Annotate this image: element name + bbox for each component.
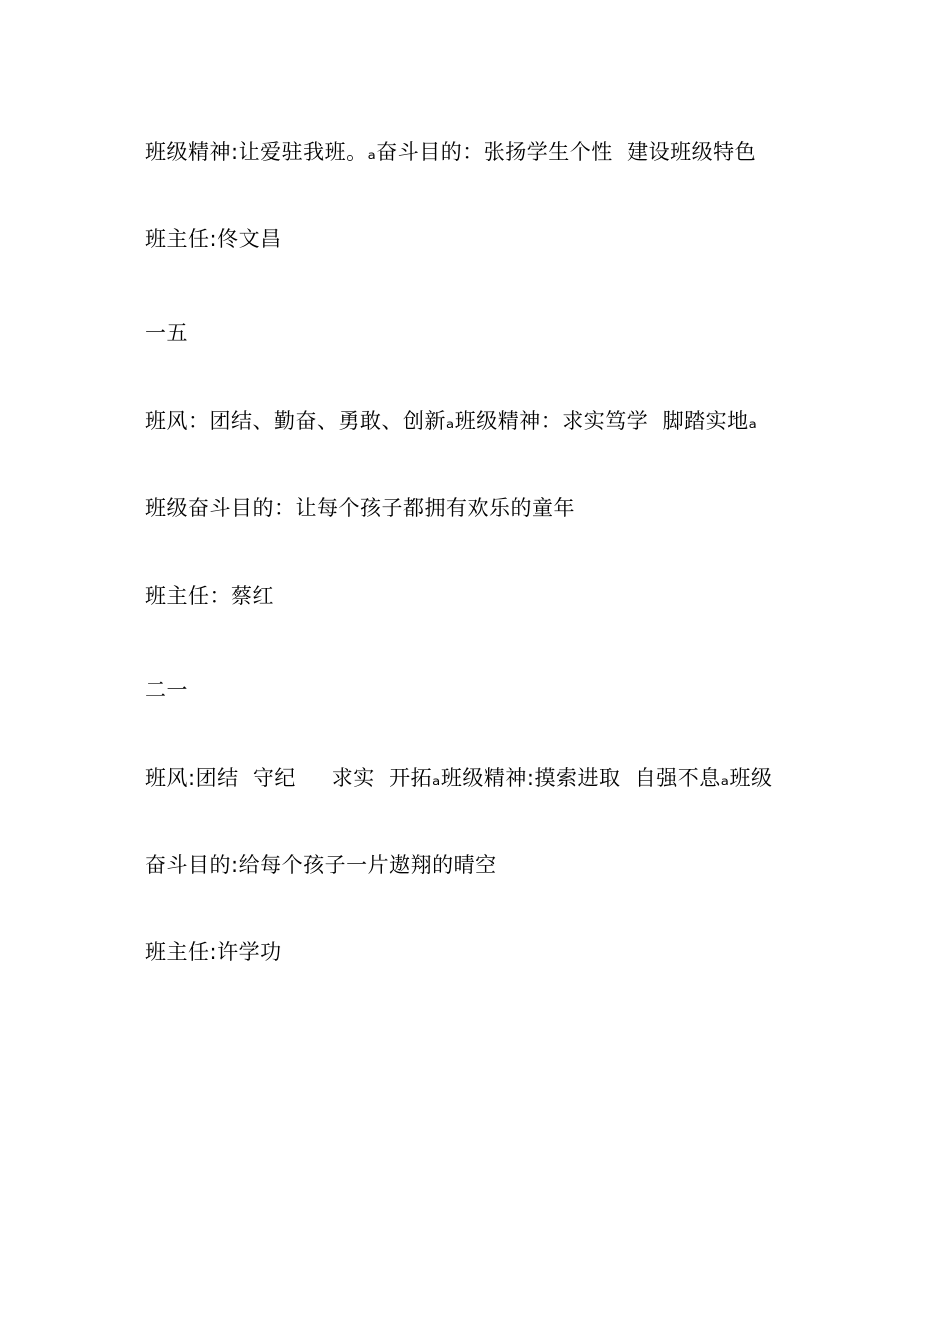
text-line-class-number: 一五 [145, 321, 188, 345]
text-line-class-spirit-goal: 班级精神:让爱驻我班。ₐ奋斗目的：张扬学生个性 建设班级特色 [145, 140, 757, 164]
text-line-class-style: 班风:团结 守纪 求实 开拓ₐ班级精神:摸索进取 自强不息ₐ班级 [145, 766, 773, 790]
text-line-head-teacher: 班主任：蔡红 [145, 584, 274, 608]
text-line-head-teacher: 班主任:佟文昌 [145, 227, 282, 251]
text-line-class-goal: 奋斗目的:给每个孩子一片遨翔的晴空 [145, 853, 497, 877]
text-line-head-teacher: 班主任:许学功 [145, 940, 282, 964]
text-line-class-goal: 班级奋斗目的：让每个孩子都拥有欢乐的童年 [145, 496, 575, 520]
text-line-class-style: 班风：团结、勤奋、勇敢、创新ₐ班级精神：求实笃学 脚踏实地ₐ [145, 409, 758, 433]
text-line-class-number: 二一 [145, 678, 188, 702]
